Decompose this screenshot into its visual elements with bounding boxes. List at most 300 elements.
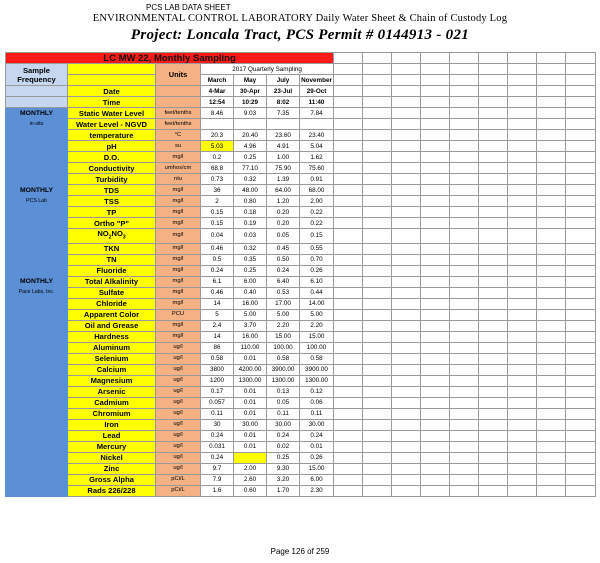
value-cell: 1200 <box>201 375 234 386</box>
value-cell: 0.46 <box>201 243 234 254</box>
empty-cell <box>479 287 508 298</box>
unit-cell: pCi/L <box>156 485 201 496</box>
value-cell: 5 <box>201 309 234 320</box>
value-cell <box>234 119 267 130</box>
value-cell: 3900.00 <box>267 364 300 375</box>
frequency-cell <box>6 163 68 174</box>
value-cell: 0.55 <box>300 243 334 254</box>
value-cell: 4.96 <box>234 141 267 152</box>
unit-cell: PCU <box>156 309 201 320</box>
empty-cell <box>537 243 566 254</box>
frequency-cell <box>6 141 68 152</box>
value-cell: 0.05 <box>267 397 300 408</box>
parameter-label: Chromium <box>68 408 156 419</box>
empty-cell <box>363 331 392 342</box>
unit-cell: feet/tenths <box>156 119 201 130</box>
empty-cell <box>334 141 363 152</box>
value-cell: 20.40 <box>234 130 267 141</box>
empty-cell <box>421 254 450 265</box>
empty-cell <box>363 419 392 430</box>
empty-cell <box>566 196 596 207</box>
unit-cell: mg/l <box>156 320 201 331</box>
value-cell: 0.25 <box>234 265 267 276</box>
empty-cell <box>392 353 421 364</box>
empty-cell <box>392 276 421 287</box>
empty-cell <box>537 207 566 218</box>
empty-cell <box>392 298 421 309</box>
empty-cell <box>363 408 392 419</box>
empty-cell <box>363 108 392 119</box>
frequency-cell <box>6 474 68 485</box>
empty-cell <box>479 174 508 185</box>
empty-cell <box>508 130 537 141</box>
empty-cell <box>566 174 596 185</box>
empty-cell <box>421 397 450 408</box>
table-row <box>6 119 596 130</box>
empty-cell <box>421 130 450 141</box>
frequency-label: MONTHLY <box>6 185 68 196</box>
empty-cell <box>566 265 596 276</box>
value-cell: 0.15 <box>201 218 234 229</box>
parameter-label: Zinc <box>68 463 156 474</box>
parameter-label: Nickel <box>68 452 156 463</box>
empty-cell <box>508 163 537 174</box>
unit-cell: mg/l <box>156 287 201 298</box>
empty-cell <box>566 130 596 141</box>
empty-cell <box>421 207 450 218</box>
unit-cell: ug/l <box>156 452 201 463</box>
empty-cell <box>363 397 392 408</box>
value-cell: 6.00 <box>300 474 334 485</box>
empty-cell <box>363 254 392 265</box>
value-cell: 1.62 <box>300 152 334 163</box>
empty-cell <box>421 386 450 397</box>
value-cell: 48.00 <box>234 185 267 196</box>
empty-cell <box>508 485 537 496</box>
unit-cell: ug/l <box>156 419 201 430</box>
value-cell: 68.8 <box>201 163 234 174</box>
empty-cell <box>421 441 450 452</box>
empty-cell <box>421 408 450 419</box>
empty-cell <box>450 265 479 276</box>
empty-cell <box>392 386 421 397</box>
unit-cell: umhos/cm <box>156 163 201 174</box>
table-row <box>6 386 596 397</box>
empty-cell <box>508 364 537 375</box>
value-cell: 100.00 <box>300 342 334 353</box>
empty-cell <box>334 463 363 474</box>
parameter-label: Iron <box>68 419 156 430</box>
empty-cell <box>479 152 508 163</box>
unit-cell: mg/l <box>156 185 201 196</box>
empty-cell <box>392 254 421 265</box>
value-cell: 0.11 <box>201 408 234 419</box>
parameter-label: Lead <box>68 430 156 441</box>
empty-cell <box>566 218 596 229</box>
empty-cell <box>566 474 596 485</box>
value-cell: 7.84 <box>300 108 334 119</box>
empty-cell <box>508 320 537 331</box>
empty-cell <box>479 397 508 408</box>
empty-cell <box>508 196 537 207</box>
empty-cell <box>363 375 392 386</box>
empty-cell <box>450 218 479 229</box>
empty-cell <box>479 309 508 320</box>
empty-cell <box>479 276 508 287</box>
empty-cell <box>334 243 363 254</box>
sampling-table <box>5 52 596 497</box>
empty-cell <box>392 141 421 152</box>
empty-cell <box>363 320 392 331</box>
empty-cell <box>508 386 537 397</box>
value-cell: 16.00 <box>234 298 267 309</box>
empty-cell <box>392 419 421 430</box>
value-cell: 0.01 <box>234 441 267 452</box>
value-cell: 2.4 <box>201 320 234 331</box>
unit-cell: ug/l <box>156 408 201 419</box>
table-row <box>6 163 596 174</box>
empty-cell <box>363 364 392 375</box>
frequency-label: MONTHLY <box>6 108 68 119</box>
unit-cell: mg/l <box>156 218 201 229</box>
empty-cell <box>537 353 566 364</box>
parameter-label: Total Alkalinity <box>68 276 156 287</box>
empty-cell <box>421 430 450 441</box>
empty-cell <box>392 152 421 163</box>
empty-cell <box>450 375 479 386</box>
value-cell: 1.70 <box>267 485 300 496</box>
empty-cell <box>566 152 596 163</box>
empty-cell <box>508 174 537 185</box>
parameter-label: Chloride <box>68 298 156 309</box>
frequency-cell <box>6 342 68 353</box>
value-cell: 0.40 <box>234 287 267 298</box>
project-title: Project: Loncala Tract, PCS Permit # 0144913 - 021 <box>130 27 470 43</box>
value-cell: 2.00 <box>234 463 267 474</box>
unit-cell: feet/tenths <box>156 108 201 119</box>
parameter-label: Magnesium <box>68 375 156 386</box>
empty-cell <box>450 386 479 397</box>
value-cell: 0.44 <box>300 287 334 298</box>
value-cell: 9.7 <box>201 463 234 474</box>
empty-cell <box>566 375 596 386</box>
table-row <box>6 474 596 485</box>
time-value: 10:29 <box>234 97 267 108</box>
frequency-cell <box>6 408 68 419</box>
value-cell: 5.00 <box>300 309 334 320</box>
empty-cell <box>479 218 508 229</box>
parameter-label: TDS <box>68 185 156 196</box>
value-cell: 0.26 <box>300 452 334 463</box>
empty-cell <box>479 474 508 485</box>
empty-cell <box>537 141 566 152</box>
empty-cell <box>450 254 479 265</box>
unit-cell: mg/l <box>156 229 201 244</box>
empty-cell <box>479 196 508 207</box>
empty-cell <box>334 108 363 119</box>
frequency-cell <box>6 254 68 265</box>
table-row <box>6 331 596 342</box>
value-cell: 3.70 <box>234 320 267 331</box>
value-cell: 4.91 <box>267 141 300 152</box>
empty-cell <box>392 441 421 452</box>
parameter-label: Sulfate <box>68 287 156 298</box>
empty-cell <box>537 298 566 309</box>
frequency-cell <box>6 309 68 320</box>
value-cell: 0.06 <box>300 397 334 408</box>
empty-cell <box>363 452 392 463</box>
empty-cell <box>334 342 363 353</box>
frequency-cell <box>6 463 68 474</box>
empty-cell <box>363 119 392 130</box>
empty-cell <box>363 163 392 174</box>
value-cell: 5.03 <box>201 141 234 152</box>
value-cell: 1.6 <box>201 485 234 496</box>
empty-cell <box>537 218 566 229</box>
value-cell: 0.01 <box>234 397 267 408</box>
unit-cell: ug/l <box>156 353 201 364</box>
value-cell: 0.01 <box>234 386 267 397</box>
empty-cell <box>537 309 566 320</box>
date-value: 30-Apr <box>234 86 267 97</box>
empty-cell <box>479 265 508 276</box>
empty-cell <box>392 163 421 174</box>
value-cell: 0.25 <box>234 152 267 163</box>
empty-cell <box>450 196 479 207</box>
value-cell: 0.58 <box>201 353 234 364</box>
value-cell: 5.04 <box>300 141 334 152</box>
value-cell: 0.58 <box>300 353 334 364</box>
empty-cell <box>450 298 479 309</box>
empty-cell <box>566 419 596 430</box>
empty-cell <box>334 408 363 419</box>
empty-cell <box>421 108 450 119</box>
empty-cell <box>537 364 566 375</box>
empty-cell <box>566 254 596 265</box>
empty-cell <box>363 485 392 496</box>
value-cell: 0.50 <box>267 254 300 265</box>
parameter-label: Aluminum <box>68 342 156 353</box>
frequency-cell <box>6 375 68 386</box>
value-cell: 3900.00 <box>300 364 334 375</box>
empty-cell <box>537 408 566 419</box>
empty-cell <box>537 463 566 474</box>
empty-cell <box>450 141 479 152</box>
value-cell: 1300.00 <box>300 375 334 386</box>
empty-cell <box>363 298 392 309</box>
value-cell: 0.35 <box>234 254 267 265</box>
empty-cell <box>537 320 566 331</box>
table-row <box>6 196 596 207</box>
value-cell: 7.9 <box>201 474 234 485</box>
empty-cell <box>479 419 508 430</box>
empty-cell <box>508 108 537 119</box>
empty-cell <box>334 254 363 265</box>
time-label: Time <box>68 97 156 108</box>
empty-cell <box>334 229 363 244</box>
value-cell: 0.26 <box>300 265 334 276</box>
parameter-label: Cadmium <box>68 397 156 408</box>
value-cell: 0.45 <box>267 243 300 254</box>
value-cell: 0.15 <box>201 207 234 218</box>
empty-cell <box>334 174 363 185</box>
empty-cell <box>363 342 392 353</box>
empty-cell <box>450 353 479 364</box>
table-row <box>6 463 596 474</box>
empty-cell <box>421 265 450 276</box>
value-cell: 2.20 <box>267 320 300 331</box>
value-cell: 1.00 <box>267 152 300 163</box>
table-row <box>6 254 596 265</box>
empty-cell <box>508 243 537 254</box>
empty-cell <box>334 185 363 196</box>
empty-cell <box>392 196 421 207</box>
value-cell: 0.24 <box>267 265 300 276</box>
empty-cell <box>363 276 392 287</box>
empty-cell <box>392 397 421 408</box>
empty-cell <box>392 218 421 229</box>
empty-cell <box>363 309 392 320</box>
value-cell: 0.02 <box>267 441 300 452</box>
empty-cell <box>363 287 392 298</box>
empty-cell <box>392 342 421 353</box>
empty-cell <box>566 430 596 441</box>
frequency-cell <box>6 452 68 463</box>
empty-cell <box>566 141 596 152</box>
frequency-cell <box>6 441 68 452</box>
value-cell: 0.03 <box>234 229 267 244</box>
value-cell: 0.13 <box>267 386 300 397</box>
empty-cell <box>537 485 566 496</box>
value-cell: 0.46 <box>201 287 234 298</box>
frequency-label: MONTHLY <box>6 276 68 287</box>
value-cell: 77.10 <box>234 163 267 174</box>
empty-cell <box>334 375 363 386</box>
empty-cell <box>537 375 566 386</box>
value-cell: 1300.00 <box>234 375 267 386</box>
value-cell: 1.20 <box>267 196 300 207</box>
empty-cell <box>363 441 392 452</box>
empty-cell <box>479 254 508 265</box>
empty-cell <box>392 309 421 320</box>
time-value: 12:54 <box>201 97 234 108</box>
empty-cell <box>537 119 566 130</box>
empty-cell <box>334 207 363 218</box>
empty-cell <box>537 430 566 441</box>
value-cell: 30 <box>201 419 234 430</box>
empty-cell <box>450 331 479 342</box>
empty-cell <box>363 130 392 141</box>
frequency-cell <box>6 152 68 163</box>
empty-cell <box>479 130 508 141</box>
empty-cell <box>421 152 450 163</box>
empty-cell <box>479 441 508 452</box>
empty-cell <box>334 452 363 463</box>
frequency-cell <box>6 298 68 309</box>
table-row <box>6 309 596 320</box>
value-cell: 0.057 <box>201 397 234 408</box>
empty-cell <box>508 419 537 430</box>
empty-cell <box>363 386 392 397</box>
table-row <box>6 218 596 229</box>
table-row <box>6 375 596 386</box>
empty-cell <box>421 119 450 130</box>
empty-cell <box>450 408 479 419</box>
empty-cell <box>479 353 508 364</box>
table-row <box>6 430 596 441</box>
unit-cell: ntu <box>156 174 201 185</box>
parameter-label: TP <box>68 207 156 218</box>
frequency-cell <box>6 353 68 364</box>
empty-cell <box>450 130 479 141</box>
empty-cell <box>421 331 450 342</box>
empty-cell <box>479 485 508 496</box>
empty-cell <box>421 320 450 331</box>
empty-cell <box>392 474 421 485</box>
empty-cell <box>479 119 508 130</box>
value-cell: 0.32 <box>234 243 267 254</box>
empty-cell <box>479 185 508 196</box>
empty-cell <box>537 163 566 174</box>
empty-cell <box>392 174 421 185</box>
parameter-label: D.O. <box>68 152 156 163</box>
empty-cell <box>508 287 537 298</box>
empty-cell <box>566 463 596 474</box>
empty-cell <box>566 408 596 419</box>
date-value: 4-Mar <box>201 86 234 97</box>
empty-cell <box>392 375 421 386</box>
sheet-title: ENVIRONMENTAL CONTROL LABORATORY Daily Water Sheet & Chain of Custody Log <box>92 13 508 24</box>
empty-cell <box>450 119 479 130</box>
empty-cell <box>479 229 508 244</box>
parameter-label: Hardness <box>68 331 156 342</box>
value-cell: 0.19 <box>234 218 267 229</box>
value-cell: 8.46 <box>201 108 234 119</box>
empty-cell <box>508 265 537 276</box>
month-header: March <box>201 75 234 86</box>
value-cell: 36 <box>201 185 234 196</box>
value-cell: 0.24 <box>300 430 334 441</box>
value-cell <box>234 452 267 463</box>
empty-cell <box>479 207 508 218</box>
empty-cell <box>450 108 479 119</box>
table-row <box>6 298 596 309</box>
value-cell <box>300 119 334 130</box>
empty-cell <box>508 375 537 386</box>
empty-cell <box>392 485 421 496</box>
empty-cell <box>508 353 537 364</box>
empty-cell <box>421 141 450 152</box>
empty-cell <box>421 276 450 287</box>
value-cell: 0.53 <box>267 287 300 298</box>
empty-cell <box>363 474 392 485</box>
empty-cell <box>479 320 508 331</box>
empty-cell <box>363 463 392 474</box>
table-row <box>6 342 596 353</box>
value-cell: 0.5 <box>201 254 234 265</box>
parameter-label: Oil and Grease <box>68 320 156 331</box>
month-header: July <box>267 75 300 86</box>
empty-cell <box>450 163 479 174</box>
empty-cell <box>479 408 508 419</box>
empty-cell <box>566 485 596 496</box>
lab-data-sheet-label: PCS LAB DATA SHEET <box>146 3 231 12</box>
value-cell: 0.20 <box>267 207 300 218</box>
empty-cell <box>479 364 508 375</box>
unit-cell: ug/l <box>156 441 201 452</box>
empty-cell <box>334 474 363 485</box>
empty-cell <box>508 331 537 342</box>
